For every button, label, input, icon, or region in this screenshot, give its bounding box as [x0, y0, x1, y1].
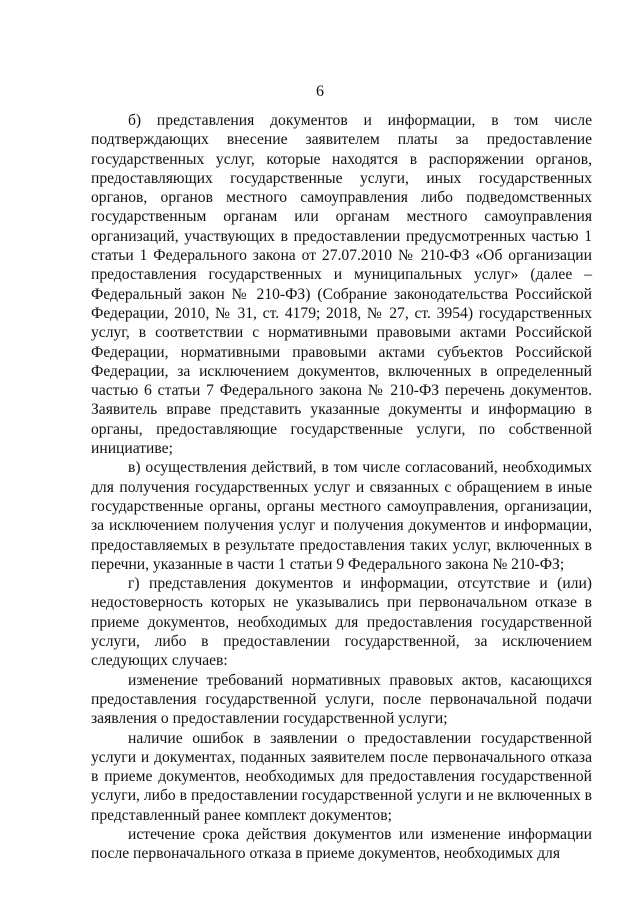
paragraph-b: б) представления документов и информации, в том числе подтверждающих внесение заявителем платы за предоставление государственных услуг, которые находятся в распоряжении органов, предоставляющих государственные услуги, иных государственных органов, органов местного самоуправления либо подведомственных государственным органам или органам местного самоуправления организаций, участвующих в предоставлении предусмотренных частью 1 статьи 1 Федерального закона от 27.07.2010 № 210-ФЗ «Об организации предоставления государственных и муниципальных услуг» (далее – Федеральный закон № 210-ФЗ) (Собрание законодательства Российской Федерации, 2010, № 31, ст. 4179; 2018, № 27, ст. 3954) государственных услуг, в соответствии с нормативными правовыми актами Российской Федерации, нормативными правовыми актами субъектов Российской Федерации, за исключением документов, включенных в определенный частью 6 статьи 7 Федерального закона № 210-ФЗ перечень документов. Заявитель вправе представить указанные документы и информацию в органы, предоставляющие государственные услуги, по собственной инициативе;	[91, 112, 592, 458]
paragraph-v: в) осуществления действий, в том числе согласований, необходимых для получения государственных услуг и связанных с обращением в иные государственные органы, органы местного самоуправления, организации, за исключением получения услуг и получения документов и информации, предоставляемых в результате предоставления таких услуг, включенных в перечни, указанные в части 1 статьи 9 Федерального закона № 210-ФЗ;	[91, 459, 592, 573]
paragraph-exception-1: изменение требований нормативных правовых актов, касающихся предоставления государственной услуги, после первоначальной подачи заявления о предоставлении государственной услуги;	[91, 671, 592, 728]
document-body	[91, 111, 592, 864]
paragraph-exception-2: наличие ошибок в заявлении о предоставлении государственной услуги и документах, поданных заявителем после первоначального отказа в приеме документов, необходимых для предоставления государственной услуги, либо в предоставлении государственной услуги и не включенных в представленный ранее комплект документов;	[91, 729, 592, 824]
page-number: 6	[316, 83, 324, 100]
paragraph-g: г) представления документов и информации, отсутствие и (или) недостоверность которых не указывались при первоначальном отказе в приеме документов, необходимых для предоставления государственной услуги, либо в предоставлении государственной, за исключением следующих случаев:	[91, 575, 592, 670]
paragraph-exception-3: истечение срока действия документов или изменение информации после первоначального отказа в приеме документов, необходимых для	[91, 825, 592, 863]
